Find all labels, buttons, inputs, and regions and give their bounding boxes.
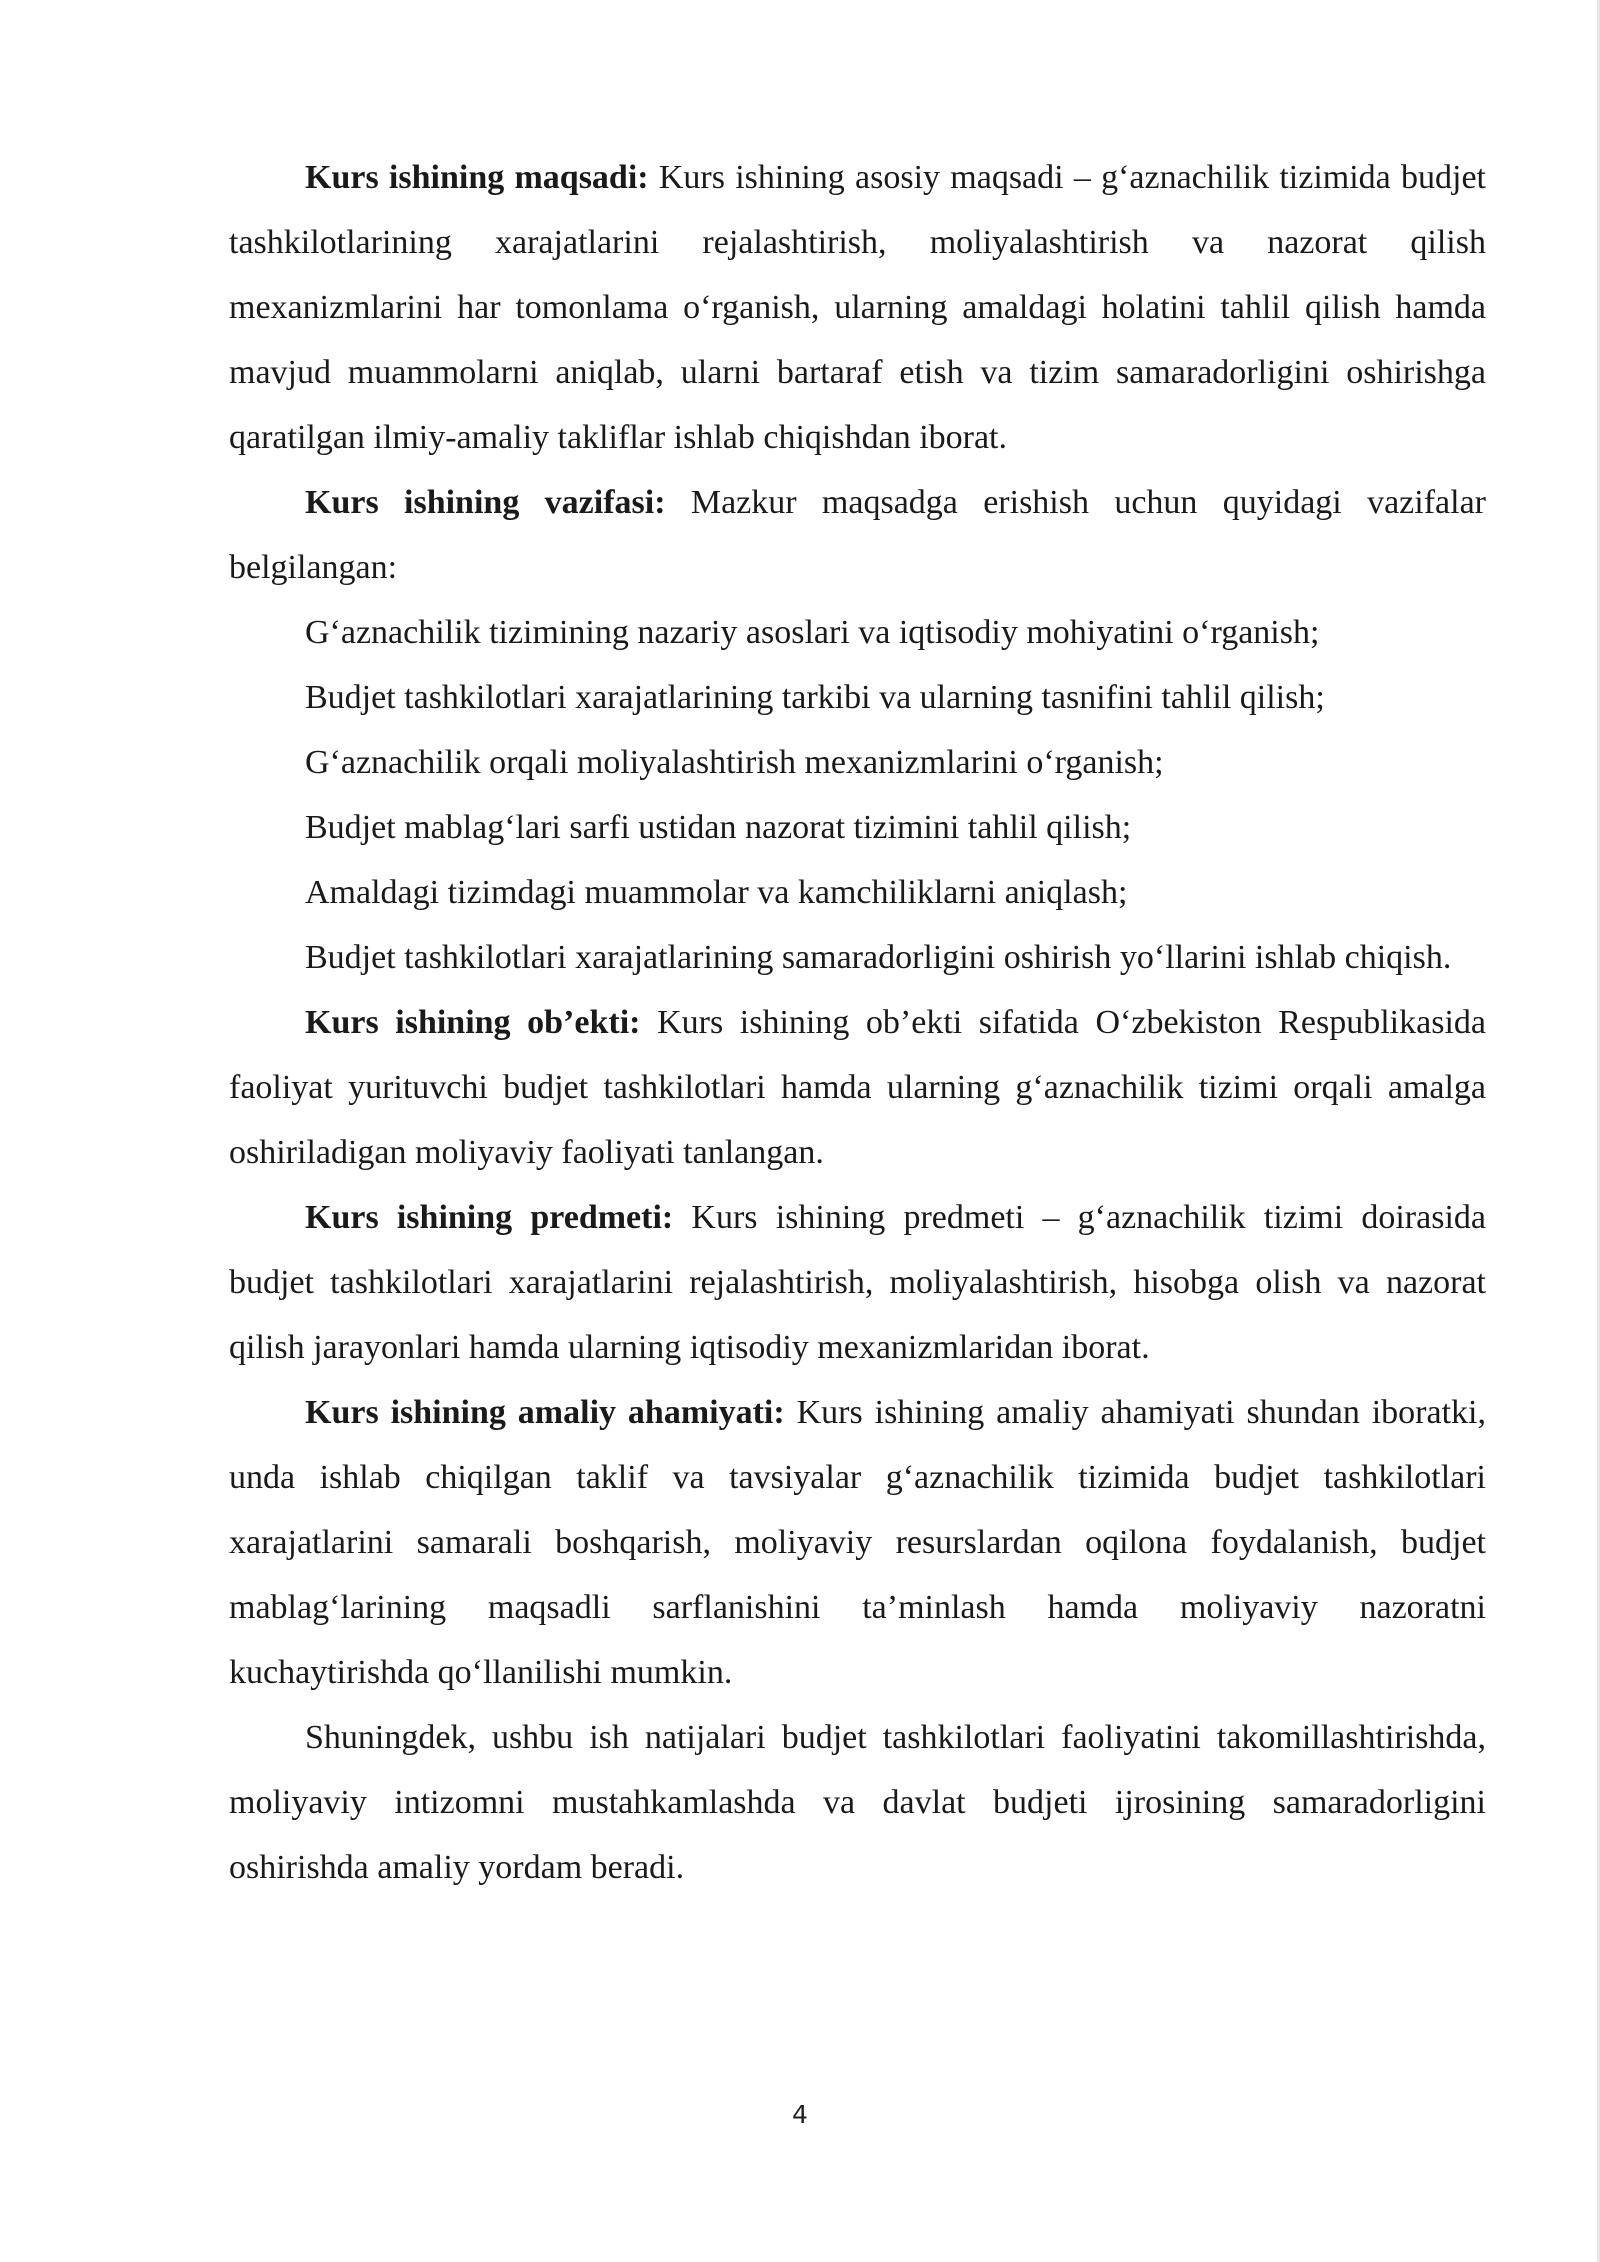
practical-significance-paragraph <box>229 1380 1486 1705</box>
subject-label: Kurs ishining predmeti: <box>305 1199 674 1236</box>
tasks-label: Kurs ishining vazifasi: <box>305 484 666 521</box>
subject-paragraph <box>229 1185 1486 1380</box>
object-paragraph <box>229 990 1486 1185</box>
task-item: Budjet mablag‘lari sarfi ustidan nazorat tizimini tahlil qilish; <box>305 809 1132 846</box>
goal-text: Kurs ishining asosiy maqsadi – g‘aznachilik tizimida budjet tashkilotlarining xarajatlarini rejalashtirish, moliyalashtirish va nazorat qilish mexanizmlarini har tomonlama o‘rganish, ularning amaldagi holatini tahlil qilish hamda mavjud muammolarni aniqlab, ularni bartaraf etish va tizim samaradorligini oshirishga qaratilgan ilmiy-amaliy takliflar ishlab chiqishdan iborat. <box>229 159 1487 456</box>
object-text: Kurs ishining ob’ekti sifatida O‘zbekiston Respublikasida faoliyat yurituvchi budjet tashkilotlari hamda ularning g‘aznachilik tizimi orqali amalga oshiriladigan moliyaviy faoliyati tanlangan. <box>229 1004 1486 1171</box>
task-item: Budjet tashkilotlari xarajatlarining samaradorligini oshirish yo‘llarini ishlab chiqish. <box>305 939 1452 976</box>
practical-significance-label: Kurs ishining amaliy ahamiyati: <box>305 1394 785 1431</box>
task-item: G‘aznachilik orqali moliyalashtirish mexanizmlarini o‘rganish; <box>305 744 1164 781</box>
subject-text: Kurs ishining predmeti – g‘aznachilik tizimi doirasida budjet tashkilotlari xarajatlarini rejalashtirish, moliyalashtirish, hisobga olish va nazorat qilish jarayonlari hamda ularning iqtisodiy mexanizmlaridan iborat. <box>229 1199 1486 1366</box>
practical-significance-text: Kurs ishining amaliy ahamiyati shundan iboratki, unda ishlab chiqilgan taklif va tavsiyalar g‘aznachilik tizimida budjet tashkilotlari xarajatlarini samarali boshqarish, moliyaviy resurslardan oqilona foydalanish, budjet mablag‘larining maqsadli sarflanishini ta’minlash hamda moliyaviy nazoratni kuchaytirishda qo‘llanilishi mumkin. <box>229 1394 1486 1691</box>
task-item: Budjet tashkilotlari xarajatlarining tarkibi va ularning tasnifini tahlil qilish; <box>305 679 1325 716</box>
page-number: 4 <box>792 2100 808 2129</box>
document-body <box>229 145 1486 1900</box>
tasks-intro-text: Mazkur maqsadga erishish uchun quyidagi vazifalar belgilangan: <box>229 484 1486 586</box>
task-item: G‘aznachilik tizimining nazariy asoslari va iqtisodiy mohiyatini o‘rganish; <box>305 614 1320 651</box>
object-label: Kurs ishining ob’ekti: <box>305 1004 641 1041</box>
goal-label: Kurs ishining maqsadi: <box>305 159 649 196</box>
closing-paragraph: Shuningdek, ushbu ish natijalari budjet tashkilotlari faoliyatini takomillashtirishda, moliyaviy intizomni mustahkamlashda va davlat budjeti ijrosining samaradorligini oshirishda amaliy yordam beradi. <box>229 1719 1486 1886</box>
goal-paragraph <box>229 145 1486 470</box>
tasks-intro-paragraph <box>229 470 1486 600</box>
task-item: Amaldagi tizimdagi muammolar va kamchiliklarni aniqlash; <box>305 874 1128 911</box>
